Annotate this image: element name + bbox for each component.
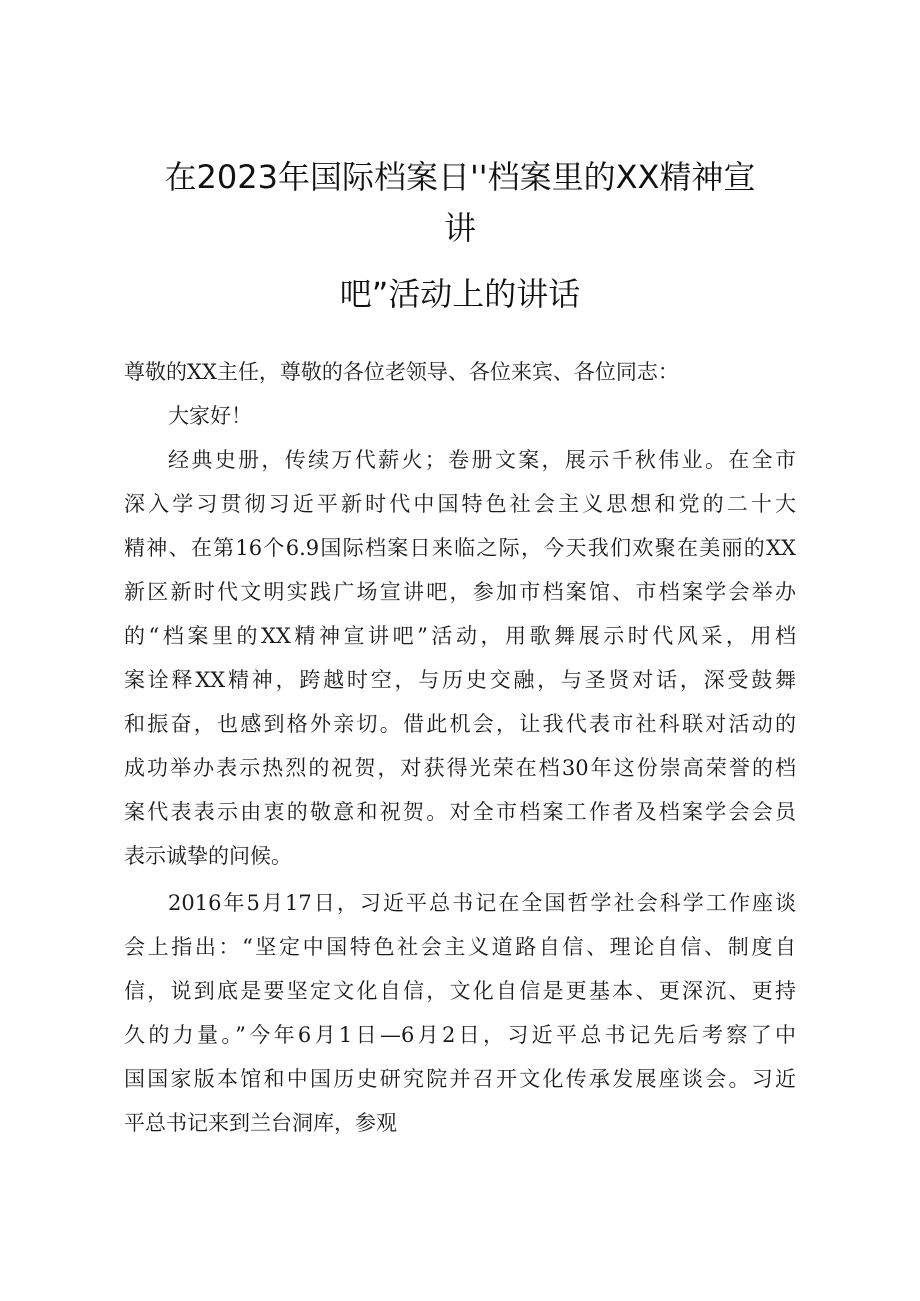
paragraph-2-line-6: 平总书记来到兰台洞库，参观 — [124, 1111, 397, 1135]
paragraph-2-line-3: 信，说到底是要坚定文化自信，文化自信是更基本、更深沉、更持 — [124, 979, 796, 1003]
paragraph-1-line-10: 表示诚挚的问候。 — [124, 844, 292, 868]
paragraph-1-line-5: 的“档案里的XX精神宣讲吧”活动，用歌舞展示时代风采，用档 — [124, 624, 796, 648]
paragraph-2-line-4: 久的力量。”今年6月1日—6月2日，习近平总书记先后考察了中 — [124, 1023, 796, 1047]
paragraph-1-line-1: 经典史册，传续万代薪火；卷册文案，展示千秋伟业。在全市 — [168, 448, 796, 472]
paragraph-2-line-5: 国国家版本馆和中国历史研究院并召开文化传承发展座谈会。习近 — [124, 1067, 796, 1091]
greeting-line: 大家好！ — [168, 404, 252, 428]
paragraph-1-line-8: 成功举办表示热烈的祝贺，对获得光荣在档30年这份崇高荣誉的档 — [124, 756, 796, 780]
salutation-line: 尊敬的XX主任，尊敬的各位老领导、各位来宾、各位同志： — [124, 360, 679, 384]
paragraph-1-line-3: 精神、在第16个6.9国际档案日来临之际，今天我们欢聚在美丽的XX — [124, 536, 796, 560]
paragraph-2-line-1: 2016年5月17日，习近平总书记在全国哲学社会科学工作座谈 — [168, 891, 796, 915]
paragraph-1-line-6: 案诠释XX精神，跨越时空，与历史交融，与圣贤对话，深受鼓舞 — [124, 668, 796, 692]
document-title-line-1: 在2023年国际档案日''档案里的XX精神宣 — [164, 158, 756, 196]
document-title-line-2: 讲 — [443, 209, 476, 247]
paragraph-1-line-9: 案代表表示由衷的敬意和祝贺。对全市档案工作者及档案学会会员 — [124, 800, 796, 824]
paragraph-1-line-7: 和振奋，也感到格外亲切。借此机会，让我代表市社科联对活动的 — [124, 712, 796, 736]
paragraph-2-line-2: 会上指出：“坚定中国特色社会主义道路自信、理论自信、制度自 — [124, 935, 796, 959]
document-title-line-3: 吧”活动上的讲话 — [339, 275, 581, 313]
paragraph-1-line-4: 新区新时代文明实践广场宣讲吧，参加市档案馆、市档案学会举办 — [124, 580, 796, 604]
paragraph-1-line-2: 深入学习贯彻习近平新时代中国特色社会主义思想和党的二十大 — [124, 492, 796, 516]
